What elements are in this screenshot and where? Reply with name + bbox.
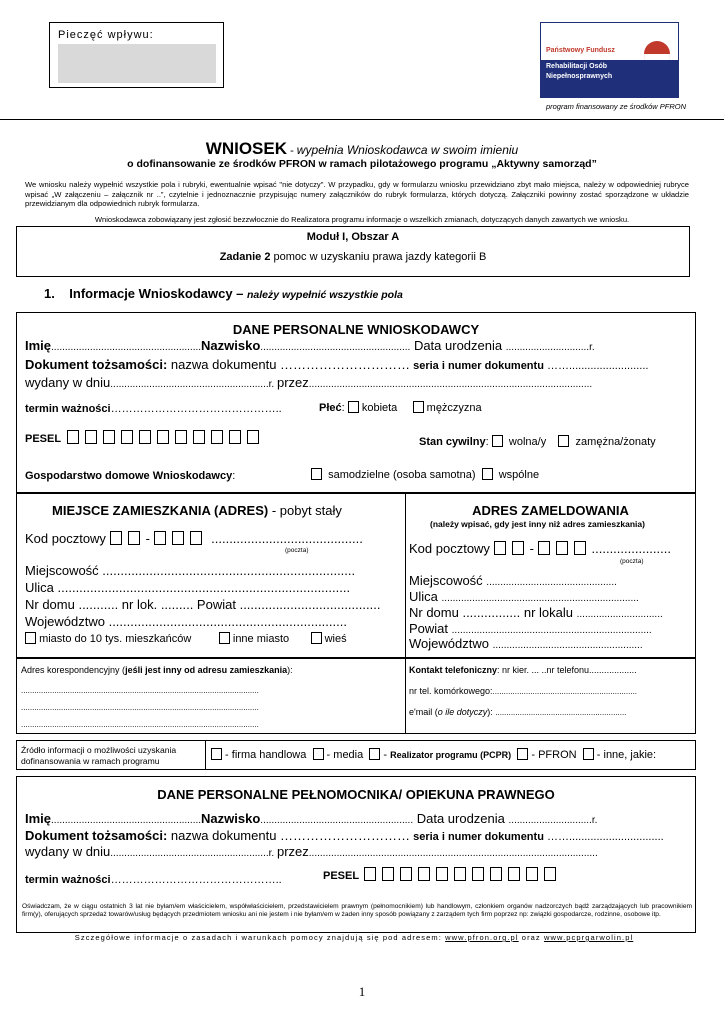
applicant-expiry-row[interactable]: termin ważności………………………………………..	[25, 403, 282, 415]
residence-city[interactable]: Miejscowość ......................................................................	[25, 563, 356, 578]
checkbox[interactable]	[211, 430, 223, 444]
correspondence-label: Adres korespondencyjny (jeśli jest inny od adresu zamieszkania):	[21, 665, 293, 675]
applicant-marital[interactable]: Stan cywilny: wolna/y zamężna/żonaty	[419, 436, 656, 448]
pfron-logo	[540, 22, 679, 98]
stamp-area	[58, 44, 216, 83]
mobile-row[interactable]: nr tel. komórkowego:.................................................................	[409, 686, 638, 696]
checkbox[interactable]	[154, 531, 166, 545]
proxy-heading: DANE PERSONALNE PEŁNOMOCNIKA/ OPIEKUNA PRAWNEGO	[157, 787, 555, 802]
footer-link-pfron[interactable]: www.pfron.org.pl	[445, 933, 519, 942]
household-shared-checkbox[interactable]	[482, 468, 493, 480]
stamp-box	[49, 22, 224, 88]
stamp-label: Pieczęć wpływu:	[58, 29, 154, 41]
checkbox[interactable]	[517, 748, 528, 760]
title-sub: wypełnia Wnioskodawca w swoim imieniu	[296, 143, 519, 157]
registration-city[interactable]: Miejscowość ...............................................	[409, 573, 617, 588]
checkbox[interactable]	[190, 531, 202, 545]
checkbox[interactable]	[67, 430, 79, 444]
female-checkbox[interactable]	[348, 401, 359, 413]
registration-county[interactable]: Powiat ........................................................................	[409, 621, 652, 636]
residence-poczta-label: (poczta)	[285, 547, 309, 554]
checkbox[interactable]	[454, 867, 466, 881]
proxy-pesel[interactable]: PESEL	[323, 867, 562, 882]
checkbox[interactable]	[311, 632, 322, 644]
phone-frame	[405, 658, 696, 734]
household-alone-checkbox[interactable]	[311, 468, 322, 480]
applicant-document-row[interactable]: Dokument tożsamości: nazwa dokumentu ………………………… seria i numer dokumentu ……..........................	[25, 357, 649, 372]
residence-type[interactable]: miasto do 10 tys. mieszkańców inne miasto wieś	[25, 632, 347, 645]
checkbox[interactable]	[193, 430, 205, 444]
applicant-sex[interactable]: Płeć: kobieta mężczyzna	[319, 402, 482, 414]
checkbox[interactable]	[128, 531, 140, 545]
checkbox[interactable]	[512, 541, 524, 555]
registration-street[interactable]: Ulica .......................................................................	[409, 589, 639, 604]
checkbox[interactable]	[400, 867, 412, 881]
checkbox[interactable]	[85, 430, 97, 444]
checkbox[interactable]	[364, 867, 376, 881]
proxy-declaration: Oświadczam, że w ciągu ostatnich 3 lat nie byłam/em właścicielem, współwłaścicielem, przedstawicielem prawnym (pełnomocnikiem) lub handlowym, członkiem organów nadzorczych bądź zarządzających lub pracownikiem firm(y), oferujących sprzedaż towarów/usług będących przedmiotem wniosku ani nie jestem i nie byłam/em w żaden inny sposób powiązany z zarządem tych firm poprzez np: związki gospodarcze, rodzinne, osobowe itp.	[22, 903, 692, 919]
proxy-frame	[16, 776, 696, 933]
intro-note: Wnioskodawca zobowiązany jest zgłosić bezzwłocznie do Realizatora programu informacje o wszelkich zmianach, dotyczących danych zawartych we wniosku.	[94, 215, 630, 224]
module-title: Moduł I, Obszar A	[306, 231, 400, 243]
checkbox[interactable]	[247, 430, 259, 444]
residence-heading: MIEJSCE ZAMIESZKANIA (ADRES) - pobyt stały	[52, 503, 342, 518]
residence-house[interactable]: Nr domu ........... nr lok. ......... Powiat .......................................	[25, 597, 381, 612]
proxy-expiry-row[interactable]: termin ważności………………………………………..	[25, 874, 282, 886]
registration-poczta-label: (poczta)	[620, 558, 644, 565]
single-checkbox[interactable]	[492, 435, 503, 447]
registration-frame	[405, 493, 696, 658]
checkbox[interactable]	[369, 748, 380, 760]
logo-line3: Niepełnosprawnych	[546, 73, 613, 80]
applicant-household[interactable]: Gospodarstwo domowe Wnioskodawcy:	[25, 470, 236, 482]
checkbox[interactable]	[172, 531, 184, 545]
correspondence-frame	[16, 658, 406, 734]
registration-note: (należy wpisać, gdy jest inny niż adres zamieszkania)	[430, 519, 645, 529]
checkbox[interactable]	[472, 867, 484, 881]
checkbox[interactable]	[175, 430, 187, 444]
checkbox[interactable]	[139, 430, 151, 444]
checkbox[interactable]	[110, 531, 122, 545]
source-options-frame	[205, 740, 696, 770]
residence-frame	[16, 493, 406, 658]
applicant-pesel[interactable]: PESEL	[25, 430, 265, 445]
checkbox[interactable]	[544, 867, 556, 881]
phone-row[interactable]: Kontakt telefoniczny: nr kier. ... ..nr telefonu...................	[409, 665, 637, 675]
logo-line2: Rehabilitacji Osób	[546, 63, 608, 70]
section-1-heading: 1. Informacje Wnioskodawcy – należy wypełnić wszystkie pola	[44, 286, 403, 301]
residence-postcode[interactable]: Kod pocztowy - ..........................................	[25, 531, 363, 546]
checkbox[interactable]	[583, 748, 594, 760]
checkbox[interactable]	[418, 867, 430, 881]
checkbox[interactable]	[508, 867, 520, 881]
program-note: program finansowany ze środków PFRON	[545, 102, 686, 111]
footer-info: Szczegółowe informacje o zasadach i warunkach pomocy znajdują się pod adresem: www.pfron.org.pl oraz www.pcprgarwolin.pl	[74, 933, 634, 942]
checkbox[interactable]	[25, 632, 36, 644]
footer-link-pcpr[interactable]: www.pcprgarwolin.pl	[543, 933, 634, 942]
email-row[interactable]: e'mail (o ile dotyczy): ...........................................................	[409, 707, 627, 717]
applicant-heading: DANE PERSONALNE WNIOSKODAWCY	[232, 322, 480, 337]
page-number: 1	[358, 984, 366, 999]
checkbox[interactable]	[382, 867, 394, 881]
married-checkbox[interactable]	[558, 435, 569, 447]
source-label: Źródło informacji o możliwości uzyskania dofinansowania w ramach programu	[21, 745, 177, 766]
checkbox[interactable]	[494, 541, 506, 555]
registration-heading: ADRES ZAMELDOWANIA	[472, 503, 629, 518]
applicant-issued-row[interactable]: wydany w dniu.........................................................r. przez......................................................................................................	[25, 375, 593, 390]
residence-street[interactable]: Ulica .................................................................................	[25, 580, 351, 595]
checkbox[interactable]	[538, 541, 550, 555]
source-options[interactable]: - firma handlowa - media - Realizator programu (PCPR) - PFRON - inne, jakie:	[211, 748, 656, 761]
residence-voivodeship[interactable]: Województwo ..................................................................	[25, 614, 347, 629]
source-label-frame	[16, 740, 206, 770]
module-task: Zadanie 2 pomoc w uzyskaniu prawa jazdy kategorii B	[219, 251, 487, 263]
registration-house[interactable]: Nr domu ................ nr lokalu ...............................	[409, 605, 663, 620]
registration-postcode[interactable]: Kod pocztowy - ......................	[409, 541, 671, 556]
proxy-issued-row[interactable]: wydany w dniu.........................................................r. przez........................................................................................................	[25, 844, 598, 859]
header-divider	[0, 119, 724, 120]
male-checkbox[interactable]	[413, 401, 424, 413]
checkbox[interactable]	[219, 632, 230, 644]
checkbox[interactable]	[490, 867, 502, 881]
checkbox[interactable]	[436, 867, 448, 881]
correspondence-line2[interactable]: ...........................................................................................................	[21, 703, 259, 712]
intro-paragraph: We wniosku należy wypełnić wszystkie pola i rubryki, ewentualnie wpisać "nie dotyczy". W przypadku, gdy w formularzu wniosku przewidziano zbyt mało miejsca, należy w odpowiedniej rubryce wpisać „W załączeniu – załącznik nr ..”, czytelnie i jednoznacznie przypisując numery załączników do rubryk formularza, których dotyczą. Załączniki powinny zostać sporządzone w układzie przewidzianym dla odpowiednich rubryk formularza.	[25, 180, 689, 209]
applicant-frame	[16, 312, 696, 493]
checkbox[interactable]	[211, 748, 222, 760]
checkbox[interactable]	[574, 541, 586, 555]
title-main: WNIOSEK	[205, 139, 288, 158]
registration-voivodeship[interactable]: Województwo ......................................................	[409, 636, 643, 651]
checkbox[interactable]	[121, 430, 133, 444]
checkbox[interactable]	[229, 430, 241, 444]
proxy-document-row[interactable]: Dokument tożsamości: nazwa dokumentu ………………………… seria i numer dokumentu ……...............................	[25, 828, 664, 843]
household-options[interactable]: samodzielne (osoba samotna) wspólne	[311, 468, 539, 481]
correspondence-line1[interactable]: ...........................................................................................................	[21, 686, 259, 695]
checkbox[interactable]	[526, 867, 538, 881]
checkbox[interactable]	[313, 748, 324, 760]
page-subtitle: o dofinansowanie ze środków PFRON w ramach pilotażowego programu „Aktywny samorząd”	[127, 158, 597, 170]
applicant-name-row[interactable]: Imię......................................................Nazwisko...................................................... Data urodzenia ..............................r.	[25, 338, 595, 353]
logo-line1: Państwowy Fundusz	[546, 47, 615, 54]
checkbox[interactable]	[556, 541, 568, 555]
module-box	[16, 226, 690, 277]
proxy-name-row[interactable]: Imię......................................................Nazwisko....................................................... Data urodzenia ..............................r.	[25, 811, 598, 826]
checkbox[interactable]	[103, 430, 115, 444]
correspondence-line3[interactable]: ...........................................................................................................	[21, 720, 259, 729]
checkbox[interactable]	[157, 430, 169, 444]
page-title: WNIOSEK - wypełnia Wnioskodawca w swoim imieniu	[205, 139, 519, 158]
